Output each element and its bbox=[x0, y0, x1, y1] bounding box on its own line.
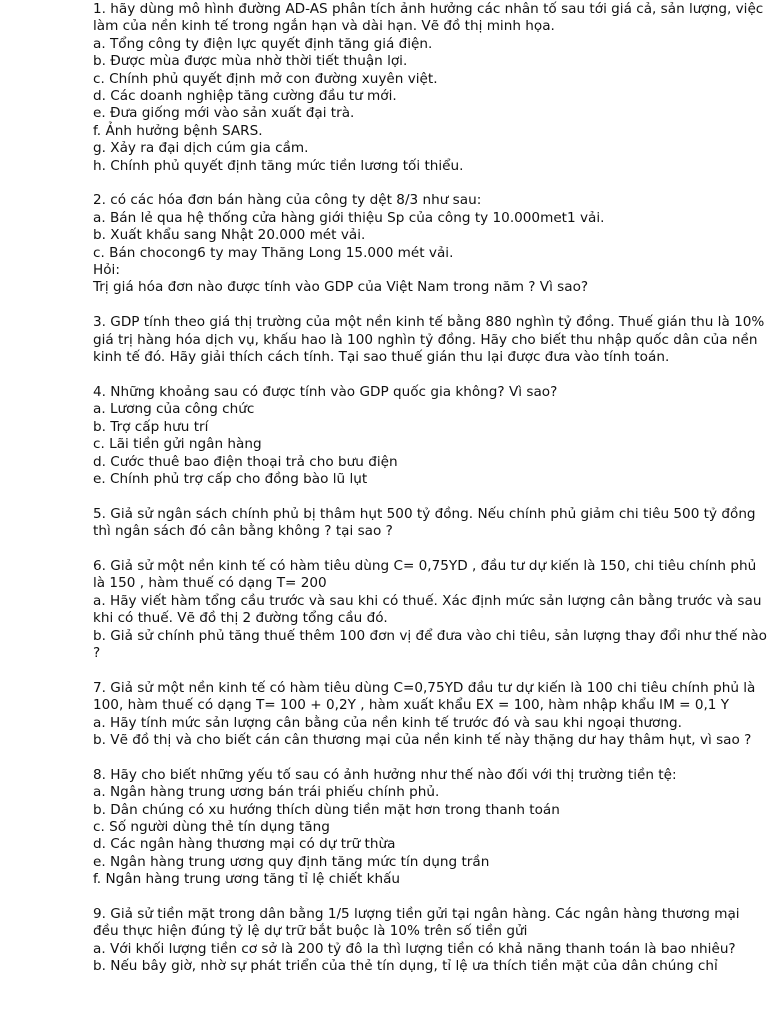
answer-option: f. Ảnh hưởng bệnh SARS. bbox=[93, 122, 263, 139]
question-7 bbox=[93, 680, 768, 750]
question-1 bbox=[93, 1, 768, 175]
answer-option: g. Xảy ra đại dịch cúm gia cầm. bbox=[93, 140, 309, 157]
answer-option: a. Hãy viết hàm tổng cầu trước và sau khi có thuế. Xác định mức sản lượng cân bằng trước và sau khi có thuế. Vẽ đồ thị 2 đường tổng cầu đó. bbox=[93, 592, 762, 627]
question-stem: 3. GDP tính theo giá thị trường của một nền kinh tế bằng 880 nghìn tỷ đồng. Thuế gián thu là 10% giá trị hàng hóa dịch vụ, khấu hao là 100 nghìn tỷ đồng. Hãy cho biết thu nhập quốc dân của nền kinh tế đó. Hãy giải thích cách tính. Tại sao thuế gián thu lại được đưa vào tính toán. bbox=[93, 314, 765, 366]
answer-option: b. Nếu bây giờ, nhờ sự phát triển của thẻ tín dụng, tỉ lệ ưa thích tiền mặt của dân chúng chỉ bbox=[93, 958, 718, 975]
question-stem: 2. có các hóa đơn bán hàng của công ty dệt 8/3 như sau: bbox=[93, 192, 482, 209]
answer-option: d. Cước thuê bao điện thoại trả cho bưu điện bbox=[93, 453, 398, 470]
answer-option: b. Giả sử chính phủ tăng thuế thêm 100 đơn vị để đưa vào chi tiêu, sản lượng thay đổi như thế nào ? bbox=[93, 627, 767, 661]
answer-option: b. Dân chúng có xu hướng thích dùng tiền mặt hơn trong thanh toán bbox=[93, 801, 560, 818]
answer-option: e. Ngân hàng trung ương quy định tăng mức tín dụng trần bbox=[93, 853, 490, 870]
question-3 bbox=[93, 314, 768, 366]
question-stem: 9. Giả sử tiền mặt trong dân bằng 1/5 lượng tiền gửi tại ngân hàng. Các ngân hàng thương mại đều thực hiện đúng tỷ lệ dự trữ bắt buộc là 10% trên số tiền gửi bbox=[93, 906, 740, 940]
question-5 bbox=[93, 506, 768, 541]
answer-option: a. Lương của công chức bbox=[93, 401, 255, 418]
answer-option: d. Các doanh nghiệp tăng cường đầu tư mới. bbox=[93, 88, 397, 105]
question-stem: 4. Những khoảng sau có được tính vào GDP quốc gia không? Vì sao? bbox=[93, 383, 558, 400]
question-stem: 1. hãy dùng mô hình đường AD-AS phân tích ảnh hưởng các nhân tố sau tới giá cả, sản lượng, việc làm của nền kinh tế trong ngắn hạn và dài hạn. Vẽ đồ thị minh họa. bbox=[93, 1, 764, 35]
question-stem: 8. Hãy cho biết những yếu tố sau có ảnh hưởng như thế nào đối với thị trường tiền tệ: bbox=[93, 766, 677, 783]
question-2 bbox=[93, 192, 768, 296]
answer-option: e. Đưa giống mới vào sản xuất đại trà. bbox=[93, 105, 355, 122]
answer-option: h. Chính phủ quyết định tăng mức tiền lương tối thiểu. bbox=[93, 157, 464, 174]
question-6 bbox=[93, 558, 768, 662]
question-stem: 7. Giả sử một nền kinh tế có hàm tiêu dùng C=0,75YD đầu tư dự kiến là 100 chi tiêu chính phủ là 100, hàm thuế có dạng T= 100 + 0,2Y , hàm xuất khẩu EX = 100, hàm nhập khẩu IM = 0,1 Y bbox=[93, 679, 756, 714]
question-8 bbox=[93, 767, 768, 889]
answer-option: a. Ngân hàng trung ương bán trái phiếu chính phủ. bbox=[93, 784, 440, 801]
answer-option: a. Hãy tính mức sản lượng cân bằng của nền kinh tế trước đó và sau khi ngoại thương. bbox=[93, 714, 682, 731]
question-stem: 5. Giả sử ngân sách chính phủ bị thâm hụt 500 tỷ đồng. Nếu chính phủ giảm chi tiêu 500 tỷ đồng thì ngân sách đó cân bằng không ? tại sao ? bbox=[93, 505, 756, 540]
answer-option: a. Bán lẻ qua hệ thống cửa hàng giới thiệu Sp của công ty 10.000met1 vải. bbox=[93, 209, 605, 226]
question-9 bbox=[93, 906, 768, 976]
question-4 bbox=[93, 384, 768, 488]
answer-option: a. Tổng công ty điện lực quyết định tăng giá điện. bbox=[93, 35, 433, 52]
question-ask: Trị giá hóa đơn nào được tính vào GDP của Việt Nam trong năm ? Vì sao? bbox=[93, 279, 589, 296]
answer-option: c. Bán chocong6 ty may Thăng Long 15.000 mét vải. bbox=[93, 244, 454, 261]
answer-option: b. Vẽ đồ thị và cho biết cán cân thương mại của nền kinh tế này thặng dư hay thâm hụt, vì sao ? bbox=[93, 731, 752, 748]
answer-option: b. Xuất khẩu sang Nhật 20.000 mét vải. bbox=[93, 227, 366, 244]
answer-option: b. Được mùa được mùa nhờ thời tiết thuận lợi. bbox=[93, 53, 408, 70]
question-stem: 6. Giả sử một nền kinh tế có hàm tiêu dùng C= 0,75YD , đầu tư dự kiến là 150, chi tiêu chính phủ là 150 , hàm thuế có dạng T= 200 bbox=[93, 557, 757, 592]
question-ask-label: Hỏi: bbox=[93, 262, 120, 279]
answer-option: e. Chính phủ trợ cấp cho đồng bào lũ lụt bbox=[93, 470, 368, 487]
answer-option: c. Chính phủ quyết định mở con đường xuyên việt. bbox=[93, 70, 438, 87]
answer-option: d. Các ngân hàng thương mại có dự trữ thừa bbox=[93, 836, 396, 853]
answer-option: c. Số người dùng thẻ tín dụng tăng bbox=[93, 818, 330, 835]
answer-option: f. Ngân hàng trung ương tăng tỉ lệ chiết khấu bbox=[93, 871, 401, 888]
answer-option: a. Với khối lượng tiền cơ sở là 200 tỷ đô la thì lượng tiền có khả năng thanh toán là bao nhiêu? bbox=[93, 940, 736, 957]
answer-option: c. Lãi tiền gửi ngân hàng bbox=[93, 436, 262, 453]
answer-option: b. Trợ cấp hưu trí bbox=[93, 418, 209, 435]
document-text bbox=[93, 1, 768, 993]
